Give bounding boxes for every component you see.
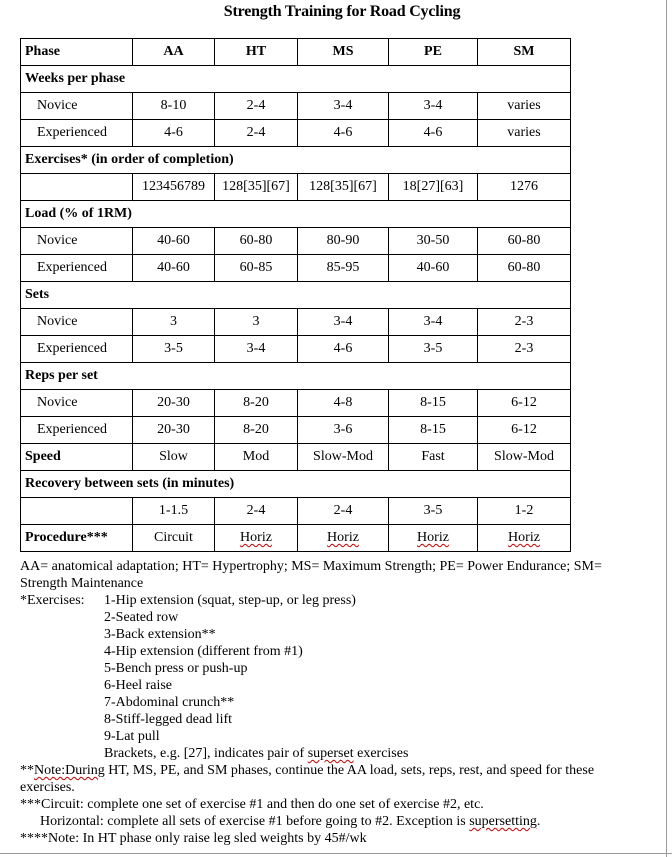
value-cell: 3-6 <box>298 417 389 444</box>
section-label: Sets <box>21 282 571 309</box>
horizontal-note: Horizontal: complete all sets of exercise #1 before going to #2. Exception is supersetting. <box>40 814 541 829</box>
value-cell <box>389 525 478 552</box>
exercises-label <box>20 609 104 626</box>
exercise-item <box>20 694 660 711</box>
table-row <box>21 255 571 282</box>
exercise-item <box>20 592 660 609</box>
brackets-note: Brackets, e.g. [27], indicates pair of superset exercises <box>104 746 409 761</box>
value-cell: 3-4 <box>215 336 298 363</box>
value-cell: Fast <box>389 444 478 471</box>
value-cell <box>133 525 215 552</box>
value-cell: 3 <box>133 309 215 336</box>
value-cell: 20-30 <box>133 390 215 417</box>
exercise-text: 4-Hip extension (different from #1) <box>104 644 303 659</box>
value-cell: 60-80 <box>215 228 298 255</box>
phase-column-header: PE <box>389 39 478 66</box>
row-label: Novice <box>21 309 133 336</box>
exercise-item <box>20 626 660 643</box>
value-cell <box>478 525 571 552</box>
footnotes <box>20 558 660 847</box>
spellcheck-word: supersetting <box>469 814 537 829</box>
value-cell: 8-15 <box>389 417 478 444</box>
value-cell: 2-4 <box>215 498 298 525</box>
value-cell: 2-4 <box>215 93 298 120</box>
section-row <box>21 282 571 309</box>
exercises-label <box>20 711 104 728</box>
value-cell: 18[27][63] <box>389 174 478 201</box>
value-cell <box>215 525 298 552</box>
phase-column-header: HT <box>215 39 298 66</box>
table-row <box>21 228 571 255</box>
phase-header-cell: Phase <box>21 39 133 66</box>
value-cell: 1276 <box>478 174 571 201</box>
value-cell: 8-20 <box>215 417 298 444</box>
row-label: Experienced <box>21 417 133 444</box>
page-edge-right <box>666 0 667 857</box>
value-cell: 3-4 <box>389 93 478 120</box>
value-cell: 4-6 <box>298 336 389 363</box>
row-label <box>21 498 133 525</box>
document-title: Strength Training for Road Cycling <box>223 3 461 20</box>
abbreviations-line-1: AA= anatomical adaptation; HT= Hypertrophy; MS= Maximum Strength; PE= Power Endurance; SM= <box>20 559 602 574</box>
training-table <box>20 38 571 552</box>
phase-column-header: SM <box>478 39 571 66</box>
exercise-item <box>20 660 660 677</box>
value-cell: 40-60 <box>133 255 215 282</box>
section-row <box>21 363 571 390</box>
value-cell: 30-50 <box>389 228 478 255</box>
exercise-item <box>20 643 660 660</box>
row-label: Experienced <box>21 255 133 282</box>
exercise-text: 8-Stiff-legged dead lift <box>104 712 233 727</box>
value-cell: varies <box>478 93 571 120</box>
table-row <box>21 336 571 363</box>
exercise-text: 2-Seated row <box>104 610 179 625</box>
value-cell: 8-10 <box>133 93 215 120</box>
row-label: Experienced <box>21 336 133 363</box>
phase-column-header: MS <box>298 39 389 66</box>
spellcheck-word: Horiz <box>240 530 272 545</box>
exercise-text: 6-Heel raise <box>104 678 173 693</box>
value-cell: Slow <box>133 444 215 471</box>
table-row <box>21 309 571 336</box>
phase-note: **Note:During HT, MS, PE, and SM phases, continue the AA load, sets, reps, rest, and speed for these <box>20 763 595 778</box>
exercises-label <box>20 660 104 677</box>
row-label: Experienced <box>21 120 133 147</box>
spellcheck-word: Horiz <box>508 530 540 545</box>
value-cell: 3-5 <box>133 336 215 363</box>
table-row <box>21 390 571 417</box>
value-cell: 3-4 <box>298 309 389 336</box>
value-cell: Slow-Mod <box>478 444 571 471</box>
phase-note-cont: exercises. <box>20 780 75 795</box>
value-cell: 6-12 <box>478 390 571 417</box>
row-label: Novice <box>21 390 133 417</box>
section-row <box>21 471 571 498</box>
value-cell: 80-90 <box>298 228 389 255</box>
value-cell <box>298 525 389 552</box>
value-cell: 3-4 <box>298 93 389 120</box>
row-label <box>21 174 133 201</box>
table-row <box>21 174 571 201</box>
value-cell: 123456789 <box>133 174 215 201</box>
table-row <box>21 93 571 120</box>
value-cell: 128[35][67] <box>215 174 298 201</box>
value-cell: 4-6 <box>133 120 215 147</box>
table-row <box>21 120 571 147</box>
exercises-label <box>20 694 104 711</box>
value-cell: 60-85 <box>215 255 298 282</box>
exercise-item <box>20 677 660 694</box>
value-cell: 1-1.5 <box>133 498 215 525</box>
section-label: Load (% of 1RM) <box>21 201 571 228</box>
spellcheck-word: Horiz <box>327 530 359 545</box>
procedure-value: Circuit <box>154 530 193 545</box>
value-cell: 4-6 <box>389 120 478 147</box>
value-cell: 40-60 <box>133 228 215 255</box>
value-cell: 3-4 <box>389 309 478 336</box>
value-cell: 2-3 <box>478 336 571 363</box>
exercise-text: 7-Abdominal crunch** <box>104 695 235 710</box>
exercise-item <box>20 728 660 745</box>
header-row <box>21 39 571 66</box>
section-label: Exercises* (in order of completion) <box>21 147 571 174</box>
section-label: Recovery between sets (in minutes) <box>21 471 571 498</box>
value-cell: 8-20 <box>215 390 298 417</box>
spellcheck-word: Note:During <box>34 763 105 778</box>
spellcheck-word: superset <box>307 746 354 761</box>
exercise-item <box>20 711 660 728</box>
value-cell: 2-4 <box>215 120 298 147</box>
row-label: Novice <box>21 228 133 255</box>
row-label: Procedure*** <box>21 525 133 552</box>
table-body <box>21 39 571 552</box>
value-cell: 8-15 <box>389 390 478 417</box>
exercise-list <box>20 592 660 745</box>
row-label: Speed <box>21 444 133 471</box>
value-cell: 4-8 <box>298 390 389 417</box>
value-cell: 2-4 <box>298 498 389 525</box>
table-row <box>21 417 571 444</box>
exercises-label <box>20 677 104 694</box>
value-cell: 85-95 <box>298 255 389 282</box>
value-cell: 6-12 <box>478 417 571 444</box>
value-cell: 1-2 <box>478 498 571 525</box>
exercise-text: 3-Back extension** <box>104 627 216 642</box>
exercises-label <box>20 626 104 643</box>
section-row <box>21 66 571 93</box>
table-row <box>21 498 571 525</box>
exercises-label <box>20 643 104 660</box>
exercise-text: 1-Hip extension (squat, step-up, or leg press) <box>104 593 356 608</box>
value-cell: Slow-Mod <box>298 444 389 471</box>
spellcheck-word: Horiz <box>417 530 449 545</box>
section-label: Reps per set <box>21 363 571 390</box>
exercise-item <box>20 609 660 626</box>
exercises-label: *Exercises: <box>20 593 85 608</box>
abbreviations-line-2: Strength Maintenance <box>20 576 144 591</box>
value-cell: 128[35][67] <box>298 174 389 201</box>
sled-note: ****Note: In HT phase only raise leg sled weights by 45#/wk <box>20 831 367 846</box>
exercise-text: 5-Bench press or push-up <box>104 661 248 676</box>
value-cell: 3-5 <box>389 336 478 363</box>
row-label: Novice <box>21 93 133 120</box>
value-cell: 2-3 <box>478 309 571 336</box>
section-label: Weeks per phase <box>21 66 571 93</box>
value-cell: 20-30 <box>133 417 215 444</box>
section-row <box>21 201 571 228</box>
page-edge-bottom <box>0 853 672 854</box>
procedure-row <box>21 525 571 552</box>
value-cell: 4-6 <box>298 120 389 147</box>
circuit-note: ***Circuit: complete one set of exercise #1 and then do one set of exercise #2, etc. <box>20 797 484 812</box>
value-cell: 3-5 <box>389 498 478 525</box>
exercise-text: 9-Lat pull <box>104 729 160 744</box>
value-cell: 60-80 <box>478 228 571 255</box>
value-cell: 40-60 <box>389 255 478 282</box>
phase-column-header: AA <box>133 39 215 66</box>
value-cell: varies <box>478 120 571 147</box>
exercises-label <box>20 728 104 745</box>
section-row <box>21 147 571 174</box>
value-cell: Mod <box>215 444 298 471</box>
speed-row <box>21 444 571 471</box>
value-cell: 3 <box>215 309 298 336</box>
value-cell: 60-80 <box>478 255 571 282</box>
